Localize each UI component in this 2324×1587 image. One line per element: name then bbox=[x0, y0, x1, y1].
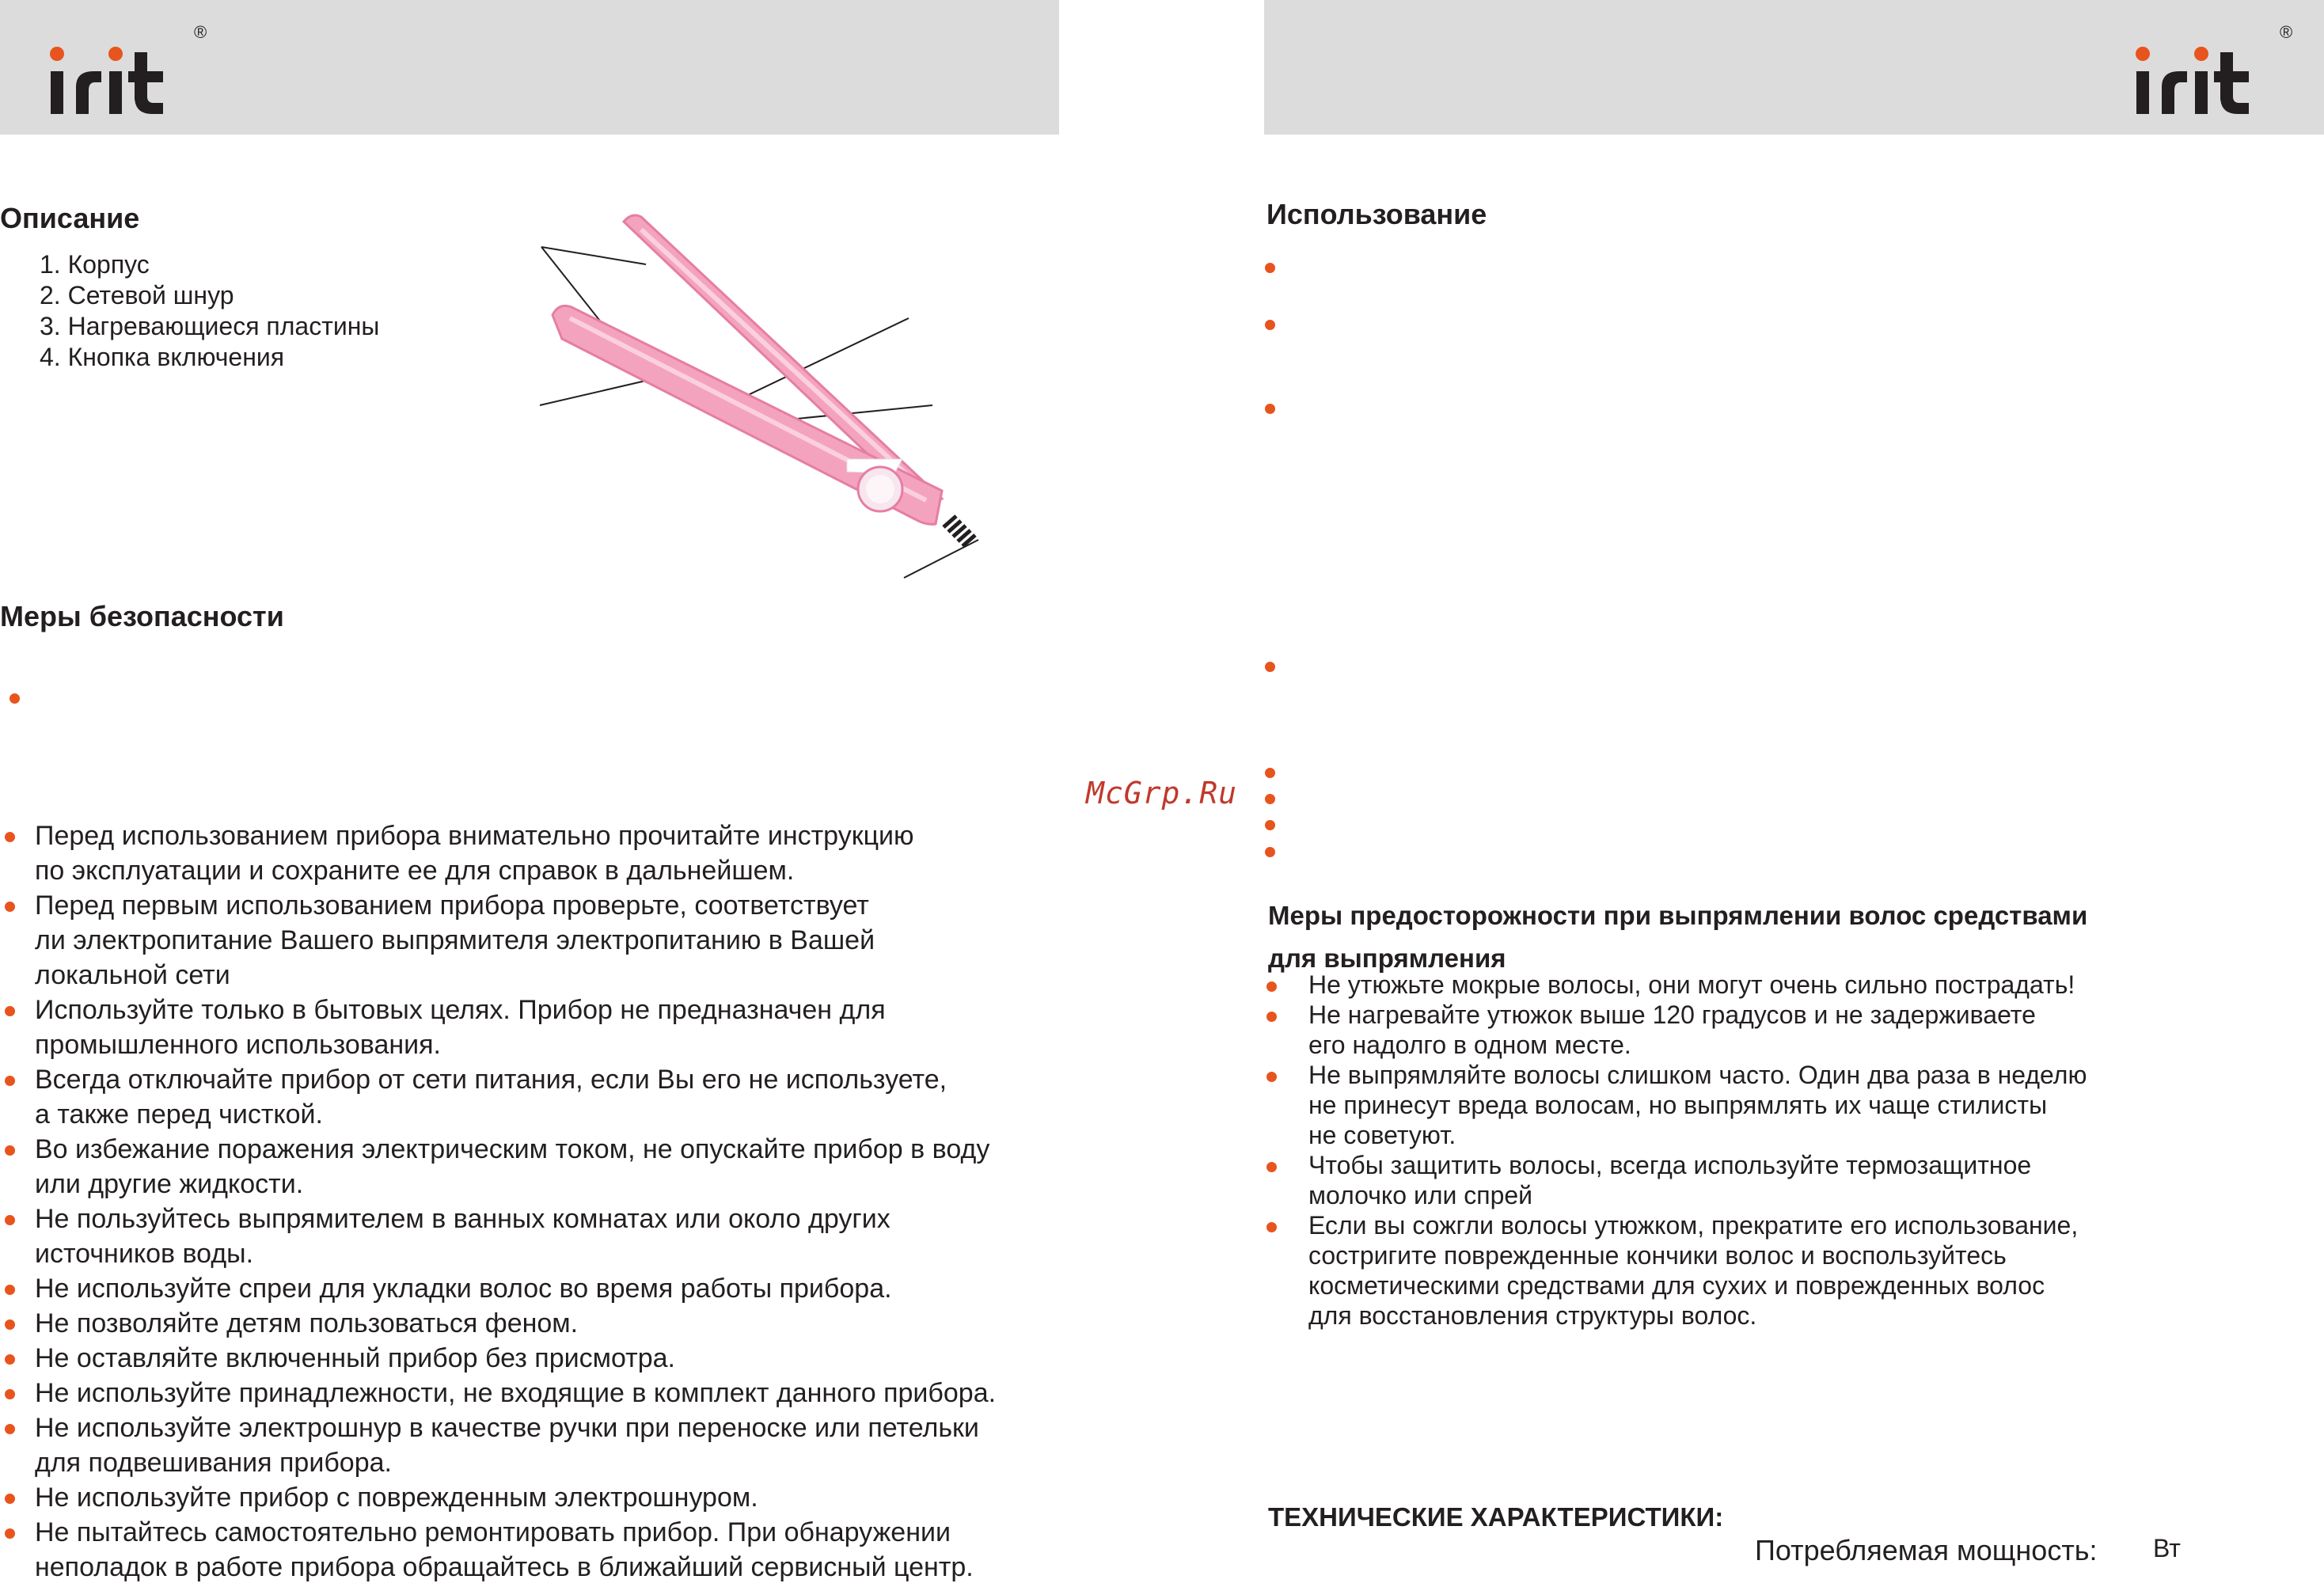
safety-item: Не пытайтесь самостоятельно ремонтировать прибор. При обнаружении неполадок в работе прибора обращайтесь в ближайший сервисный центр. bbox=[2, 1515, 1062, 1585]
safety-item: Перед первым использованием прибора проверьте, соответствует ли электропитание Вашего выпрямителя электропитанию в Вашей локальной сети bbox=[2, 888, 1062, 993]
bullet-marker bbox=[1265, 768, 1275, 778]
safety-item: Перед использованием прибора внимательно прочитайте инструкцию по эксплуатации и сохраните ее для справок в дальнейшем. bbox=[2, 818, 1062, 888]
bullet-marker bbox=[1265, 820, 1275, 830]
description-title: Описание bbox=[0, 202, 140, 234]
safety-item: Не оставляйте включенный прибор без присмотра. bbox=[2, 1341, 1062, 1376]
precaution-item: Чтобы защитить волосы, всегда используйте термозащитное молочко или спрей bbox=[1265, 1150, 2294, 1210]
safety-item: Во избежание поражения электрическим током, не опускайте прибор в воду или другие жидкости. bbox=[2, 1132, 1062, 1202]
precaution-item: Если вы сожгли волосы утюжком, прекратите его использование, состригите поврежденные кончики волос и воспользуйтесь косметическими средствами для сухих и поврежденных волос для восстановления структуры волос. bbox=[1265, 1210, 2294, 1331]
bullet-marker bbox=[1265, 320, 1275, 330]
brand-logo-right bbox=[2133, 22, 2276, 125]
description-list bbox=[40, 249, 379, 373]
description-item: 3. Нагревающиеся пластины bbox=[40, 312, 380, 340]
precautions-title: Меры предосторожности при выпрямлении волос средствами для выпрямления bbox=[1268, 901, 2088, 973]
precautions-list bbox=[1265, 970, 2294, 1331]
description-item: 2. Сетевой шнур bbox=[40, 281, 234, 309]
bullet-marker bbox=[1265, 847, 1275, 857]
safety-list bbox=[2, 818, 1062, 1585]
safety-item: Всегда отключайте прибор от сети питания, если Вы его не используете, а также перед чисткой. bbox=[2, 1062, 1062, 1132]
safety-item: Не используйте прибор с поврежденным электрошнуром. bbox=[2, 1480, 1062, 1515]
power-label: Потребляемая мощность: bbox=[1755, 1534, 2098, 1566]
brand-logo-left bbox=[47, 22, 190, 125]
bullet-marker bbox=[1265, 794, 1275, 804]
safety-title: Меры безопасности bbox=[0, 600, 284, 632]
safety-item: Не используйте спреи для укладки волос во время работы прибора. bbox=[2, 1271, 1062, 1306]
precaution-item: Не выпрямляйте волосы слишком часто. Один два раза в неделю не принесут вреда волосам, но выпрямлять их чаще стилисты не советуют. bbox=[1265, 1060, 2294, 1150]
registered-mark: ® bbox=[194, 22, 207, 42]
precaution-item: Не нагревайте утюжок выше 120 градусов и не задерживаете его надолго в одном месте. bbox=[1265, 1000, 2294, 1060]
registered-mark-right: ® bbox=[2280, 22, 2293, 42]
bullet-marker bbox=[1265, 404, 1275, 414]
bullet-marker bbox=[1265, 263, 1275, 273]
tech-specs-title: ТЕХНИЧЕСКИЕ ХАРАКТЕРИСТИКИ: bbox=[1268, 1502, 1724, 1532]
description-item: 4. Кнопка включения bbox=[40, 343, 285, 371]
hair-straightener-illustration bbox=[530, 198, 1005, 621]
description-item: 1. Корпус bbox=[40, 250, 150, 279]
usage-title: Использование bbox=[1266, 198, 1487, 230]
safety-item: Не позволяйте детям пользоваться феном. bbox=[2, 1306, 1062, 1341]
safety-item: Не используйте принадлежности, не входящие в комплект данного прибора. bbox=[2, 1376, 1062, 1410]
power-unit: Вт bbox=[2153, 1534, 2181, 1562]
bullet-marker bbox=[1265, 662, 1275, 672]
safety-item: Не используйте электрошнур в качестве ручки при переноске или петельки для подвешивания прибора. bbox=[2, 1410, 1062, 1480]
safety-item: Не пользуйтесь выпрямителем в ванных комнатах или около других источников воды. bbox=[2, 1202, 1062, 1271]
watermark-text: McGrp.Ru bbox=[1086, 776, 1238, 811]
precaution-item: Не утюжьте мокрые волосы, они могут очень сильно пострадать! bbox=[1265, 970, 2294, 1000]
bullet-marker bbox=[9, 693, 20, 704]
safety-item: Используйте только в бытовых целях. Прибор не предназначен для промышленного использования. bbox=[2, 993, 1062, 1062]
